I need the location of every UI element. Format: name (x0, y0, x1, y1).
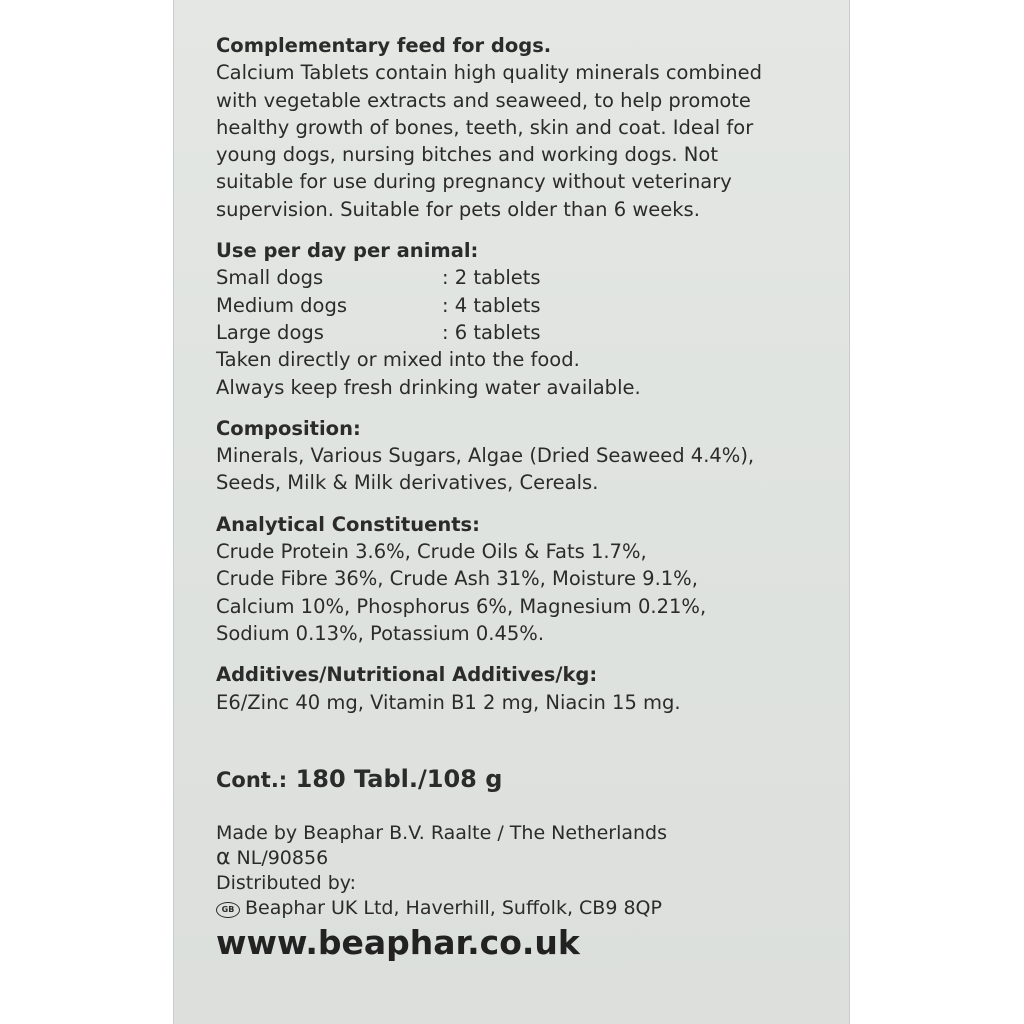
analytical-section (216, 511, 836, 647)
analytical-line: Sodium 0.13%, Potassium 0.45%. (216, 621, 545, 645)
additives-section (216, 661, 836, 716)
dose-row (216, 319, 836, 346)
usage-heading: Use per day per animal: (216, 239, 479, 263)
composition-section (216, 415, 836, 497)
intro-line: young dogs, nursing bitches and working dogs. Not (216, 143, 718, 167)
dose-row (216, 264, 836, 291)
intro-line: suitable for use during pregnancy without veterinary (216, 170, 732, 194)
distributed-label: Distributed by: (216, 871, 357, 894)
dose-animal: Medium dogs (216, 293, 348, 317)
additives-heading: Additives/Nutritional Additives/kg: (216, 663, 598, 687)
analytical-line: Crude Protein 3.6%, Crude Oils & Fats 1.7%, (216, 540, 647, 564)
dose-row (216, 292, 836, 319)
product-label-panel (173, 0, 850, 1024)
composition-line: Seeds, Milk & Milk derivatives, Cereals. (216, 471, 599, 495)
usage-note: Always keep fresh drinking water available. (216, 375, 641, 399)
intro-section (216, 32, 836, 223)
manufacturer-line: Made by Beaphar B.V. Raalte / The Netherlands (216, 821, 667, 844)
dose-amount: : 6 tablets (442, 320, 541, 344)
dose-animal: Small dogs (216, 266, 324, 290)
analytical-heading: Analytical Constituents: (216, 512, 480, 536)
analytical-line: Crude Fibre 36%, Crude Ash 31%, Moisture 9.1%, (216, 567, 698, 591)
dose-amount: : 4 tablets (442, 293, 541, 317)
intro-heading: Complementary feed for dogs. (216, 34, 552, 57)
contents-value: 180 Tabl./108 g (295, 764, 503, 793)
gb-oval-badge-icon: GB (216, 902, 240, 918)
website-url: www.beaphar.co.uk (216, 922, 580, 962)
analytical-line: Calcium 10%, Phosphorus 6%, Magnesium 0.21%, (216, 594, 707, 618)
registration-number: NL/90856 (236, 846, 329, 869)
intro-line: Calcium Tablets contain high quality minerals combined (216, 61, 762, 85)
footer-section (216, 821, 836, 963)
intro-line: supervision. Suitable for pets older than 6 weeks. (216, 197, 700, 221)
additives-line: E6/Zinc 40 mg, Vitamin B1 2 mg, Niacin 15 mg. (216, 690, 681, 714)
composition-line: Minerals, Various Sugars, Algae (Dried Seaweed 4.4%), (216, 444, 755, 468)
registration-line (216, 846, 836, 871)
intro-line: with vegetable extracts and seaweed, to help promote (216, 88, 751, 112)
intro-line: healthy growth of bones, teeth, skin and coat. Ideal for (216, 115, 754, 139)
usage-note: Taken directly or mixed into the food. (216, 348, 580, 372)
contents-line (216, 764, 836, 795)
dose-amount: : 2 tablets (442, 266, 541, 290)
dose-animal: Large dogs (216, 320, 324, 344)
label-content (216, 32, 836, 963)
usage-section (216, 237, 836, 401)
distributor-line (216, 896, 836, 921)
distributor-text: Beaphar UK Ltd, Haverhill, Suffolk, CB9 8QP (245, 896, 662, 919)
composition-heading: Composition: (216, 416, 361, 440)
contents-label: Cont.: (216, 767, 288, 792)
alpha-mark-icon: α (216, 844, 231, 870)
